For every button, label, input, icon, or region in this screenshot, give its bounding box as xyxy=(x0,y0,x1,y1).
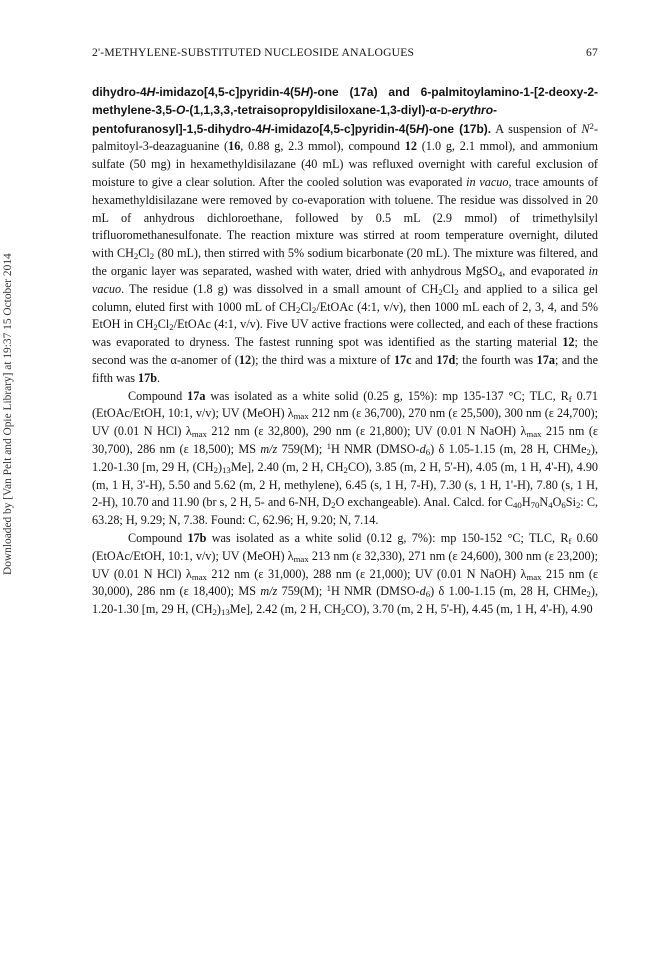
compound-17b-paragraph: Compound 17b was isolated as a white solid (0.12 g, 7%): mp 150-152 °C; TLC, $R_f$ 0.60 (EtOAc/EtOH, 10:1, v/v); UV (MeOH) $\lambda_{max}$ 213 nm (ε 32,330), 271 nm (ε 24,600), 300 nm (ε 23,200); UV (0.01 N HCl) $\lambda_{max}$ 212 nm (ε 31,000), 288 nm (ε 21,000); UV (0.01 N NaOH) $\lambda_{max}$ 215 nm (ε 30,000), 286 nm (ε 18,400); MS m/z 759(M); $^1$H NMR $(DMSO-d_6)$ δ 1.00-1.15 (m, 28 H, CHMe$_2$), 1.20-1.30 [m, 29 H, $(CH_2)_{13}Me$], 2.42 (m, 2 H, $CH_2CO$), 3.70 (m, 2 H, 5'-H), 4.45 (m, 1 H, 4'-H), 4.90 xyxy=(92,530,599,618)
download-notice: Downloaded by [Van Pelt and Opie Library] at 19:37 15 October 2014 xyxy=(2,253,14,575)
running-title: 2'-METHYLENE-SUBSTITUTED NUCLEOSIDE ANALOGUES xyxy=(92,46,415,59)
compound-17a-paragraph: Compound 17a was isolated as a white solid (0.25 g, 15%): mp 135-137 °C; TLC, $R_f$ 0.71 (EtOAc/EtOH, 10:1, v/v); UV (MeOH) $\lambda_{max}$ 212 nm (ε 36,700), 270 nm (ε 25,500), 300 nm (ε 24,700); UV (0.01 N HCl) $\lambda_{max}$ 212 nm (ε 32,800), 290 nm (ε 21,800); UV (0.01 N NaOH) $\lambda_{max}$ 215 nm (ε 30,700), 286 nm (ε 18,500); MS m/z 759(M); $^1$H NMR $(DMSO-d_6)$ δ 1.05-1.15 (m, 28 H, CHMe$_2$), 1.20-1.30 [m, 29 H, $(CH_2)_{13}Me$], 2.40 (m, 2 H, $CH_2CO$), 3.85 (m, 2 H, 5'-H), 4.05 (m, 1 H, 4'-H), 4.90 (m, 1 H, 3'-H), 5.50 and 5.62 (m, 2 H, methylene), 6.45 (s, 1 H, 7-H), 7.30 (s, 1 H, 1'-H), 7.80 (s, 1 H, 2-H), 10.70 and 11.90 (br s, 2 H, 5- and 6-NH, $D_2O$ exchangeable). Anal. Calcd. for $C_{40}H_{70}N_4O_6Si_2$: C, 63.28; H, 9.29; N, 7.38. Found: C, 62.96; H, 9.20; N, 7.14. xyxy=(92,388,599,528)
article-body xyxy=(92,84,598,619)
compound-heading: dihydro-4H-imidazo[4,5-c]pyridin-4(5H)-one (17a) and 6-palmitoylamino-1-[2-deoxy-2-methylene-3,5-O-(1,1,3,3,-tetraisopropyldisiloxane-1,3-diyl)-α-D-erythro-pentofuranosyl]-1,5-dihydro-4H-imidazo[4,5-c]pyridin-4(5H)-one (17b). xyxy=(92,85,598,136)
experimental-paragraph: dihydro-4H-imidazo[4,5-c]pyridin-4(5H)-one (17a) and 6-palmitoylamino-1-[2-deoxy-2-methylene-3,5-O-(1,1,3,3,-tetraisopropyldisiloxane-1,3-diyl)-α-D-erythro-pentofuranosyl]-1,5-dihydro-4H-imidazo[4,5-c]pyridin-4(5H)-one (17b). A suspension of $N^2-palmitoyl-3$-deazaguanine (16, 0.88 g, 2.3 mmol), compound 12 (1.0 g, 2.1 mmol), and ammonium sulfate (50 mg) in hexamethyldisilazane (40 mL) was refluxed overnight with careful exclusion of moisture to give a clear solution. After the cooled solution was evaporated in vacuo, trace amounts of hexamethyldisilazane were removed by co-evaporation with toluene. The residue was dissolved in 20 mL of anhydrous dichloroethane, followed by 0.5 mL (2.9 mmol) of trimethylsilyl trifluoromethanesulfonate. The reaction mixture was stirred at room temperature overnight, diluted with $CH_2Cl_2$ (80 mL), then stirred with 5% sodium bicarbonate (20 mL). The mixture was filtered, and the organic layer was separated, washed with water, dried with anhydrous MgSO$_4$, and evaporated in vacuo. The residue (1.8 g) was dissolved in a small amount of $CH_2Cl_2$ and applied to a silica gel column, eluted first with 1000 mL of $CH_2Cl_2$/EtOAc (4:1, v/v), then 1000 mL each of 2, 3, 4, and 5% EtOH in $CH_2Cl_2$/EtOAc (4:1, v/v). Five UV active fractions were collected, and each of these fractions was evaporated to dryness. The fastest running spot was identified as the starting material 12; the second was the α-anomer of (12); the third was a mixture of 17c and 17d; the fourth was 17a; and the fifth was 17b. xyxy=(92,85,599,385)
page-number: 67 xyxy=(586,46,598,59)
